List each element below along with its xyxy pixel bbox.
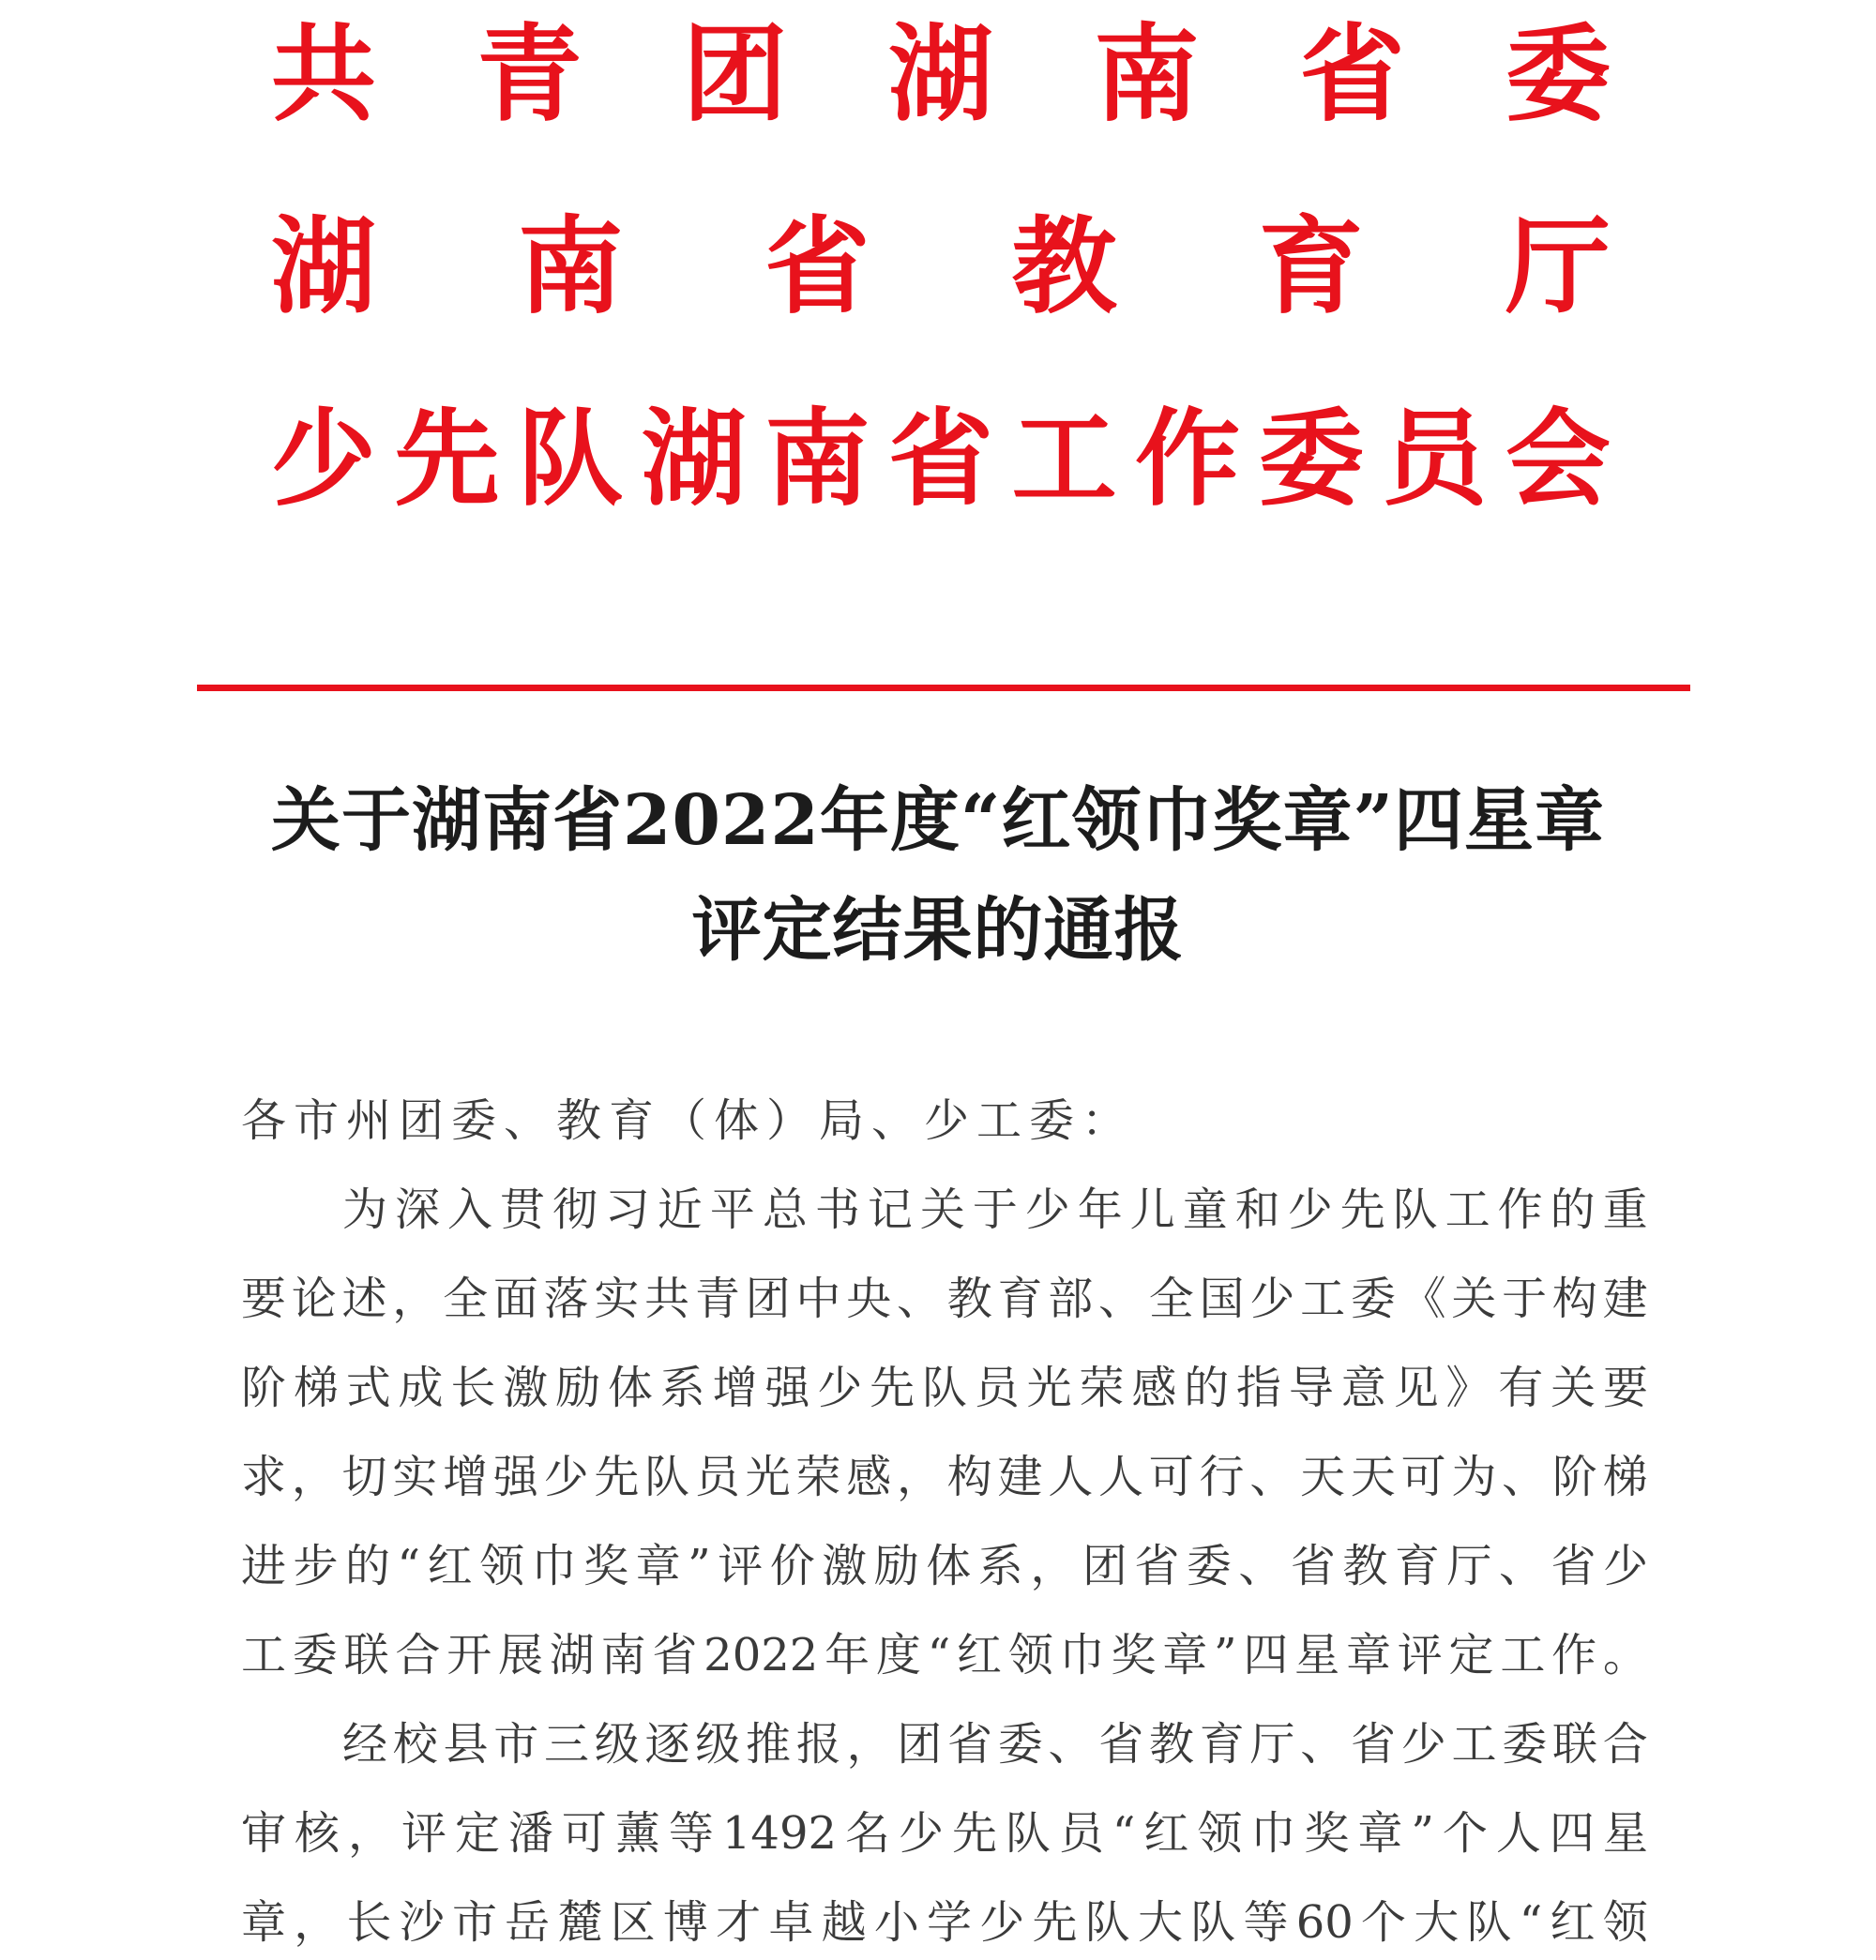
text-glyph: 南 — [600, 1629, 646, 1681]
text-glyph: 委 — [997, 1718, 1043, 1771]
text-glyph: 关 — [1451, 1273, 1497, 1325]
text-glyph: 评 — [1397, 1629, 1443, 1681]
text-glyph: 童 — [1182, 1184, 1228, 1236]
text-glyph: 《 — [1400, 1273, 1446, 1325]
text-glyph: 的 — [1550, 1184, 1596, 1236]
text-glyph: 的 — [345, 1540, 391, 1592]
text-glyph: 合 — [395, 1629, 441, 1681]
text-glyph: 工 — [1445, 1184, 1490, 1236]
text-glyph: 小 — [873, 1896, 919, 1949]
text-glyph: 、 — [1300, 1718, 1346, 1771]
text-glyph: 工 — [1300, 1273, 1346, 1325]
text-glyph: 校 — [392, 1718, 438, 1771]
text-glyph: 激 — [822, 1540, 868, 1592]
text-glyph: 人 — [1098, 1451, 1144, 1503]
text-glyph: 省 — [887, 398, 993, 520]
text-glyph: 联 — [343, 1629, 389, 1681]
text-glyph: 南 — [764, 398, 870, 520]
text-glyph: 成 — [398, 1362, 444, 1414]
text-glyph: 习 — [604, 1184, 650, 1236]
text-glyph: 增 — [712, 1362, 758, 1414]
text-glyph: 国 — [1199, 1273, 1245, 1325]
text-glyph: 南 — [518, 205, 624, 328]
text-glyph: 少 — [543, 1451, 589, 1503]
text-glyph: 彻 — [552, 1184, 598, 1236]
text-glyph: 少 — [1400, 1718, 1446, 1771]
text-glyph: 委 — [292, 1629, 338, 1681]
text-glyph: 记 — [867, 1184, 913, 1236]
text-glyph: 体 — [926, 1540, 972, 1592]
text-glyph: 卓 — [768, 1896, 814, 1949]
text-glyph: 队 — [1005, 1807, 1051, 1860]
text-glyph: “ — [1519, 1896, 1543, 1949]
text-glyph: 红 — [957, 1629, 1003, 1681]
text-glyph: 员 — [1382, 398, 1488, 520]
text-glyph: 实 — [594, 1273, 640, 1325]
text-glyph: 报 — [795, 1718, 841, 1771]
text-glyph: 审 — [241, 1807, 287, 1860]
text-glyph: 先 — [594, 1451, 640, 1503]
text-glyph: 2022 — [704, 1629, 819, 1681]
text-glyph: 于 — [972, 1184, 1018, 1236]
text-glyph: 区 — [610, 1896, 656, 1949]
text-glyph: 作 — [1551, 1629, 1597, 1681]
text-glyph: 四 — [1549, 1807, 1595, 1860]
text-glyph: 员 — [1058, 1807, 1104, 1860]
text-glyph: 奖 — [1304, 1807, 1350, 1860]
text-glyph: 育 — [1199, 1718, 1245, 1771]
text-glyph: 队 — [921, 1362, 967, 1414]
text-glyph: 级 — [695, 1718, 741, 1771]
text-glyph: 为 — [342, 1184, 388, 1236]
text-glyph: 湖 — [549, 1629, 595, 1681]
text-glyph: 天 — [1300, 1451, 1346, 1503]
text-glyph: 队 — [1466, 1896, 1512, 1949]
text-glyph: ， — [846, 1718, 892, 1771]
paragraph-2-line-2 — [241, 1796, 1648, 1871]
text-glyph: 定 — [1448, 1629, 1494, 1681]
text-glyph: 平 — [709, 1184, 755, 1236]
text-glyph: 级 — [594, 1718, 640, 1771]
text-glyph: 、 — [1502, 1451, 1548, 1503]
paragraph-2-line-3 — [241, 1885, 1648, 1960]
text-glyph: 市 — [451, 1896, 497, 1949]
text-glyph: 教 — [1149, 1718, 1195, 1771]
text-glyph: 经 — [342, 1718, 388, 1771]
text-glyph: 可 — [1148, 1451, 1194, 1503]
text-glyph: ， — [291, 1451, 337, 1503]
text-glyph: 央 — [846, 1273, 892, 1325]
text-glyph: 红 — [427, 1540, 473, 1592]
text-glyph: 定 — [454, 1807, 500, 1860]
text-glyph: 越 — [821, 1896, 867, 1949]
text-glyph: 开 — [446, 1629, 492, 1681]
paragraph-1-line-5 — [241, 1529, 1648, 1604]
text-glyph: 少 — [898, 1807, 944, 1860]
text-glyph: 湖 — [271, 205, 376, 328]
document-title-line-2: 评定结果的通报 — [691, 890, 1185, 971]
text-glyph: 强 — [764, 1362, 810, 1414]
text-glyph: 梯 — [1602, 1451, 1648, 1503]
text-glyph: 求 — [241, 1451, 287, 1503]
text-glyph: 要 — [241, 1273, 287, 1325]
text-glyph: 有 — [1498, 1362, 1544, 1414]
text-glyph: 教 — [1342, 1540, 1388, 1592]
text-glyph: 可 — [1400, 1451, 1446, 1503]
text-glyph: “ — [1112, 1807, 1136, 1860]
text-glyph: 要 — [1602, 1362, 1648, 1414]
text-glyph: 评 — [718, 1540, 764, 1592]
text-glyph: 团 — [745, 1273, 791, 1325]
text-glyph: 作 — [1497, 1184, 1543, 1236]
text-glyph: 委 — [1350, 1273, 1396, 1325]
text-glyph: 省 — [1290, 1540, 1336, 1592]
text-glyph: 潘 — [507, 1807, 553, 1860]
text-glyph: 关 — [1551, 1362, 1596, 1414]
text-glyph: 全 — [1148, 1273, 1194, 1325]
text-glyph: 强 — [492, 1451, 538, 1503]
text-glyph: 评 — [401, 1807, 446, 1860]
document-title-line-1: 关于湖南省2022年度“红领巾奖章”四星章 — [270, 780, 1606, 861]
text-glyph: 红 — [1550, 1896, 1596, 1949]
text-glyph: 1492 — [721, 1807, 838, 1860]
text-glyph: 青 — [477, 13, 582, 136]
text-glyph: 星 — [1602, 1807, 1648, 1860]
text-glyph: 育 — [997, 1273, 1043, 1325]
text-glyph: 章 — [241, 1896, 287, 1949]
text-glyph: 麓 — [557, 1896, 603, 1949]
text-glyph: 领 — [1197, 1807, 1243, 1860]
text-glyph: ， — [392, 1273, 438, 1325]
text-glyph: 队 — [1190, 1896, 1236, 1949]
text-glyph: 落 — [543, 1273, 589, 1325]
text-glyph: 巾 — [531, 1540, 577, 1592]
text-glyph: 述 — [341, 1273, 387, 1325]
text-glyph: 于 — [1502, 1273, 1548, 1325]
text-glyph: 核 — [294, 1807, 340, 1860]
text-glyph: 书 — [814, 1184, 860, 1236]
text-glyph: 省 — [1134, 1540, 1180, 1592]
text-glyph: 员 — [694, 1451, 740, 1503]
text-glyph: 领 — [1007, 1629, 1053, 1681]
text-glyph: 、 — [1098, 1273, 1144, 1325]
text-glyph: 儿 — [1129, 1184, 1175, 1236]
text-glyph: 阶 — [241, 1362, 287, 1414]
paragraph-1-line-6 — [241, 1618, 1648, 1693]
text-glyph: 、 — [1048, 1718, 1094, 1771]
text-glyph: 展 — [497, 1629, 543, 1681]
text-glyph: 共 — [271, 13, 376, 136]
text-glyph: 建 — [997, 1451, 1043, 1503]
text-glyph: 少 — [1024, 1184, 1070, 1236]
text-glyph: 省 — [1299, 13, 1405, 136]
text-glyph: 学 — [927, 1896, 973, 1949]
text-glyph: 三 — [544, 1718, 590, 1771]
text-glyph: 厅 — [1446, 1540, 1492, 1592]
text-glyph: 薰 — [614, 1807, 660, 1860]
text-glyph: 可 — [561, 1807, 607, 1860]
issuer-line-3 — [271, 399, 1611, 520]
text-glyph: ， — [1030, 1540, 1076, 1592]
text-glyph: ” — [688, 1540, 711, 1592]
text-glyph: 市 — [493, 1718, 539, 1771]
text-glyph: ， — [896, 1451, 942, 1503]
text-glyph: 天 — [1350, 1451, 1396, 1503]
text-glyph: 少 — [271, 398, 376, 520]
text-glyph: 荣 — [795, 1451, 841, 1503]
text-glyph: 关 — [919, 1184, 965, 1236]
text-glyph: 》 — [1445, 1362, 1491, 1414]
text-glyph: 体 — [607, 1362, 653, 1414]
text-glyph: 章 — [1357, 1807, 1403, 1860]
text-glyph: 光 — [1026, 1362, 1072, 1414]
text-glyph: 巾 — [1059, 1629, 1105, 1681]
text-glyph: 深 — [394, 1184, 440, 1236]
text-glyph: 系 — [977, 1540, 1023, 1592]
text-glyph: 等 — [1243, 1896, 1289, 1949]
text-glyph: 、 — [896, 1273, 942, 1325]
text-glyph: 奖 — [583, 1540, 629, 1592]
text-glyph: 县 — [443, 1718, 489, 1771]
text-glyph: 委 — [1186, 1540, 1232, 1592]
text-glyph: 会 — [1505, 398, 1611, 520]
text-glyph: 联 — [1552, 1718, 1598, 1771]
text-glyph: 励 — [555, 1362, 601, 1414]
salutation: 各市州团委、教育（体）局、少工委： — [241, 1094, 1135, 1147]
text-glyph: 贯 — [499, 1184, 545, 1236]
text-glyph: 中 — [795, 1273, 841, 1325]
text-glyph: 工 — [241, 1629, 287, 1681]
text-glyph: 长 — [450, 1362, 496, 1414]
text-glyph: 构 — [946, 1451, 992, 1503]
text-glyph: 少 — [1249, 1273, 1295, 1325]
text-glyph: 、 — [1238, 1540, 1284, 1592]
text-glyph: 队 — [644, 1451, 690, 1503]
text-glyph: 育 — [1258, 205, 1364, 328]
text-glyph: 价 — [769, 1540, 815, 1592]
text-glyph: 委 — [1502, 1718, 1548, 1771]
text-glyph: 省 — [947, 1718, 993, 1771]
text-glyph: 少 — [817, 1362, 863, 1414]
text-glyph: 领 — [479, 1540, 525, 1592]
text-glyph: 作 — [1135, 398, 1241, 520]
text-glyph: 章 — [1162, 1629, 1208, 1681]
text-glyph: 激 — [503, 1362, 549, 1414]
text-glyph: 感 — [846, 1451, 892, 1503]
text-glyph: 梯 — [293, 1362, 339, 1414]
text-glyph: 步 — [293, 1540, 339, 1592]
text-glyph: 省 — [1551, 1540, 1596, 1592]
text-glyph: 励 — [873, 1540, 919, 1592]
text-glyph: 指 — [1236, 1362, 1282, 1414]
text-glyph: 入 — [446, 1184, 492, 1236]
text-glyph: 式 — [345, 1362, 391, 1414]
text-glyph: 星 — [1294, 1629, 1340, 1681]
text-glyph: 省 — [764, 205, 870, 328]
text-glyph: “ — [927, 1629, 951, 1681]
text-glyph: 光 — [745, 1451, 791, 1503]
text-glyph: “ — [397, 1540, 421, 1592]
text-glyph: 阶 — [1551, 1451, 1597, 1503]
text-glyph: 巾 — [1250, 1807, 1296, 1860]
text-glyph: 度 — [875, 1629, 921, 1681]
text-glyph: 的 — [1184, 1362, 1230, 1414]
paragraph-1-line-3 — [241, 1350, 1648, 1425]
text-glyph: 少 — [1287, 1184, 1333, 1236]
text-glyph: 名 — [844, 1807, 890, 1860]
paragraph-1-line-2 — [241, 1261, 1648, 1336]
text-glyph: 面 — [492, 1273, 538, 1325]
text-glyph: 才 — [716, 1896, 762, 1949]
text-glyph: 推 — [746, 1718, 792, 1771]
text-glyph: 论 — [291, 1273, 337, 1325]
text-glyph: 。 — [1602, 1629, 1648, 1681]
text-glyph: 年 — [1077, 1184, 1123, 1236]
red-separator-line — [197, 685, 1690, 691]
text-glyph: 年 — [825, 1629, 870, 1681]
text-glyph: 少 — [979, 1896, 1025, 1949]
text-glyph: 岳 — [505, 1896, 551, 1949]
text-glyph: 等 — [668, 1807, 714, 1860]
text-glyph: 切 — [341, 1451, 387, 1503]
text-glyph: 厅 — [1505, 205, 1611, 328]
text-glyph: 为 — [1451, 1451, 1497, 1503]
text-glyph: 委 — [1258, 398, 1364, 520]
text-glyph: 逐 — [644, 1718, 690, 1771]
text-glyph: 先 — [394, 398, 500, 520]
text-glyph: 60 — [1295, 1896, 1354, 1949]
text-glyph: 合 — [1602, 1718, 1648, 1771]
text-glyph: 省 — [652, 1629, 698, 1681]
text-glyph: 红 — [1143, 1807, 1189, 1860]
text-glyph: ” — [1411, 1807, 1434, 1860]
text-glyph: 青 — [694, 1273, 740, 1325]
text-glyph: 省 — [1351, 1718, 1397, 1771]
issuer-line-2 — [271, 206, 1611, 328]
text-glyph: 实 — [392, 1451, 438, 1503]
text-glyph: 队 — [1392, 1184, 1438, 1236]
text-glyph: 厅 — [1249, 1718, 1295, 1771]
text-glyph: 先 — [1032, 1896, 1078, 1949]
text-glyph: 南 — [1094, 13, 1200, 136]
text-glyph: 个 — [1442, 1807, 1488, 1860]
text-glyph: 工 — [1451, 1718, 1497, 1771]
text-glyph: 感 — [1131, 1362, 1177, 1414]
text-glyph: ， — [294, 1896, 340, 1949]
text-glyph: 湖 — [641, 398, 747, 520]
text-glyph: 工 — [1500, 1629, 1546, 1681]
text-glyph: 队 — [518, 398, 624, 520]
text-glyph: 和 — [1234, 1184, 1280, 1236]
text-glyph: 教 — [946, 1273, 992, 1325]
text-glyph: 沙 — [399, 1896, 445, 1949]
text-glyph: 、 — [1249, 1451, 1295, 1503]
text-glyph: 共 — [644, 1273, 690, 1325]
text-glyph: 队 — [1084, 1896, 1130, 1949]
text-glyph: 行 — [1199, 1451, 1245, 1503]
text-glyph: 先 — [1339, 1184, 1385, 1236]
text-glyph: 导 — [1288, 1362, 1334, 1414]
text-glyph: ” — [1214, 1629, 1237, 1681]
text-glyph: 个 — [1360, 1896, 1406, 1949]
text-glyph: 工 — [1011, 398, 1117, 520]
text-glyph: 见 — [1393, 1362, 1439, 1414]
text-glyph: 建 — [1602, 1273, 1648, 1325]
text-glyph: 湖 — [887, 13, 993, 136]
text-glyph: 大 — [1137, 1896, 1183, 1949]
text-glyph: 省 — [1098, 1718, 1144, 1771]
text-glyph: 四 — [1243, 1629, 1289, 1681]
text-glyph: 系 — [659, 1362, 705, 1414]
text-glyph: 重 — [1602, 1184, 1648, 1236]
text-glyph: 大 — [1414, 1896, 1460, 1949]
text-glyph: 进 — [241, 1540, 287, 1592]
text-glyph: 全 — [443, 1273, 489, 1325]
text-glyph: 团 — [682, 13, 788, 136]
text-glyph: 先 — [870, 1362, 915, 1414]
text-glyph: 荣 — [1079, 1362, 1125, 1414]
text-glyph: 育 — [1394, 1540, 1440, 1592]
text-glyph: 博 — [662, 1896, 708, 1949]
text-glyph: 教 — [1011, 205, 1117, 328]
text-glyph: 员 — [974, 1362, 1020, 1414]
text-glyph: 构 — [1551, 1273, 1597, 1325]
text-glyph: 增 — [443, 1451, 489, 1503]
paragraph-1-line-1 — [342, 1172, 1648, 1247]
text-glyph: 团 — [1082, 1540, 1127, 1592]
text-glyph: 章 — [1345, 1629, 1391, 1681]
text-glyph: 先 — [951, 1807, 997, 1860]
text-glyph: 委 — [1505, 13, 1611, 136]
text-glyph: 部 — [1048, 1273, 1094, 1325]
text-glyph: 人 — [1048, 1451, 1094, 1503]
text-glyph: 章 — [635, 1540, 681, 1592]
text-glyph: 长 — [346, 1896, 392, 1949]
paragraph-2-line-1 — [342, 1707, 1648, 1782]
text-glyph: 少 — [1602, 1540, 1648, 1592]
paragraph-1-line-4 — [241, 1440, 1648, 1515]
text-glyph: 近 — [657, 1184, 703, 1236]
text-glyph: 意 — [1340, 1362, 1386, 1414]
text-glyph: 领 — [1602, 1896, 1648, 1949]
text-glyph: ， — [347, 1807, 393, 1860]
text-glyph: 、 — [1498, 1540, 1544, 1592]
text-glyph: 奖 — [1111, 1629, 1157, 1681]
issuer-line-1 — [271, 14, 1611, 136]
text-glyph: 人 — [1495, 1807, 1541, 1860]
text-glyph: 团 — [897, 1718, 943, 1771]
text-glyph: 总 — [762, 1184, 808, 1236]
